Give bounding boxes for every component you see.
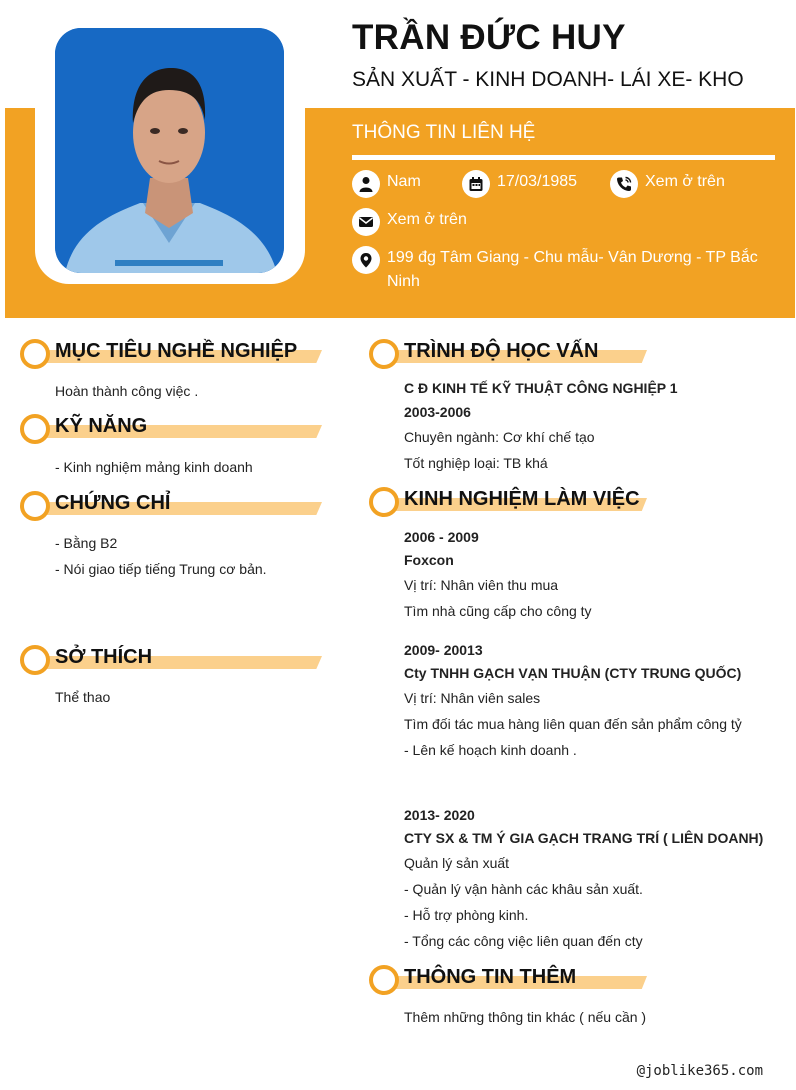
section-title: SỞ THÍCH — [55, 646, 153, 668]
section-ring-icon — [369, 339, 399, 369]
job-company: Foxcon — [404, 552, 454, 568]
certificate-item: - Nói giao tiếp tiếng Trung cơ bản. — [55, 561, 267, 577]
section-hobbies — [20, 645, 322, 675]
education-period: 2003-2006 — [404, 404, 471, 420]
section-ring-icon — [20, 645, 50, 675]
job-line: - Hỗ trợ phòng kinh. — [404, 907, 529, 923]
section-extra — [369, 965, 647, 995]
contact-gender-value: Nam — [387, 173, 421, 190]
section-title: KINH NGHIỆM LÀM VIỆC — [404, 488, 640, 510]
education-school: C Đ KINH TẾ KỸ THUẬT CÔNG NGHIỆP 1 — [404, 380, 678, 396]
job-line: - Quản lý vận hành các khâu sản xuất. — [404, 881, 643, 897]
contact-divider — [352, 155, 775, 160]
job-line: - Tổng các công việc liên quan đến cty — [404, 933, 643, 949]
section-title: MỤC TIÊU NGHỀ NGHIỆP — [55, 340, 298, 362]
job-line: Tìm nhà cũng cấp cho công ty — [404, 603, 592, 619]
job-line: Quản lý sản xuất — [404, 855, 510, 871]
skill-item: - Kinh nghiệm mảng kinh doanh — [55, 459, 253, 475]
certificate-item: - Bằng B2 — [55, 535, 118, 551]
contact-email — [352, 208, 467, 236]
section-title: TRÌNH ĐỘ HỌC VẤN — [404, 340, 599, 362]
contact-address-value: 199 đg Tâm Giang - Chu mẫu- Vân Dương - TP Bắc Ninh — [387, 249, 758, 290]
section-experience — [369, 487, 647, 517]
job-company: Cty TNHH GẠCH VẠN THUẬN (CTY TRUNG QUỐC) — [404, 665, 742, 681]
section-skills — [20, 414, 322, 444]
phone-icon — [610, 170, 638, 198]
section-ring-icon — [369, 965, 399, 995]
section-ring-icon — [20, 491, 50, 521]
watermark: @joblike365.com — [636, 1063, 763, 1079]
profile-photo — [55, 28, 284, 273]
section-certificates — [20, 491, 322, 521]
candidate-name: TRẦN ĐỨC HUY — [352, 18, 626, 57]
contact-heading: THÔNG TIN LIÊN HỆ — [352, 122, 536, 143]
section-title: THÔNG TIN THÊM — [404, 966, 577, 988]
job-period: 2006 - 2009 — [404, 529, 479, 545]
job-line: Vị trí: Nhân viên thu mua — [404, 577, 559, 593]
objective-text: Hoàn thành công việc . — [55, 383, 199, 399]
contact-phone — [610, 170, 725, 198]
calendar-icon — [462, 170, 490, 198]
section-title: KỸ NĂNG — [55, 415, 148, 437]
job-line: Tìm đối tác mua hàng liên quan đến sản phẩm công tỷ — [404, 716, 742, 732]
section-ring-icon — [369, 487, 399, 517]
education-major: Chuyên ngành: Cơ khí chế tạo — [404, 429, 595, 445]
section-ring-icon — [20, 339, 50, 369]
section-objective — [20, 339, 322, 369]
contact-phone-value: Xem ở trên — [645, 173, 725, 190]
job-period: 2009- 20013 — [404, 642, 483, 658]
contact-email-value: Xem ở trên — [387, 211, 467, 228]
education-grade: Tốt nghiệp loại: TB khá — [404, 455, 548, 471]
job-period: 2013- 2020 — [404, 807, 475, 823]
person-icon — [352, 170, 380, 198]
contact-birthday-value: 17/03/1985 — [497, 173, 578, 190]
location-pin-icon — [352, 246, 380, 274]
envelope-icon — [352, 208, 380, 236]
job-line: - Lên kế hoạch kinh doanh . — [404, 742, 577, 758]
extra-text: Thêm những thông tin khác ( nếu cần ) — [404, 1009, 647, 1025]
job-company: CTY SX & TM Ý GIA GẠCH TRANG TRÍ ( LIÊN DOANH) — [404, 830, 764, 846]
hobby-text: Thể thao — [55, 689, 111, 705]
contact-gender — [352, 170, 421, 198]
section-ring-icon — [20, 414, 50, 444]
contact-birthday — [462, 170, 577, 198]
job-line: Vị trí: Nhân viên sales — [404, 690, 541, 706]
contact-address — [352, 246, 772, 294]
candidate-subtitle: SẢN XUẤT - KINH DOANH- LÁI XE- KHO — [352, 68, 744, 91]
section-education — [369, 339, 647, 369]
section-title: CHỨNG CHỈ — [55, 492, 171, 514]
